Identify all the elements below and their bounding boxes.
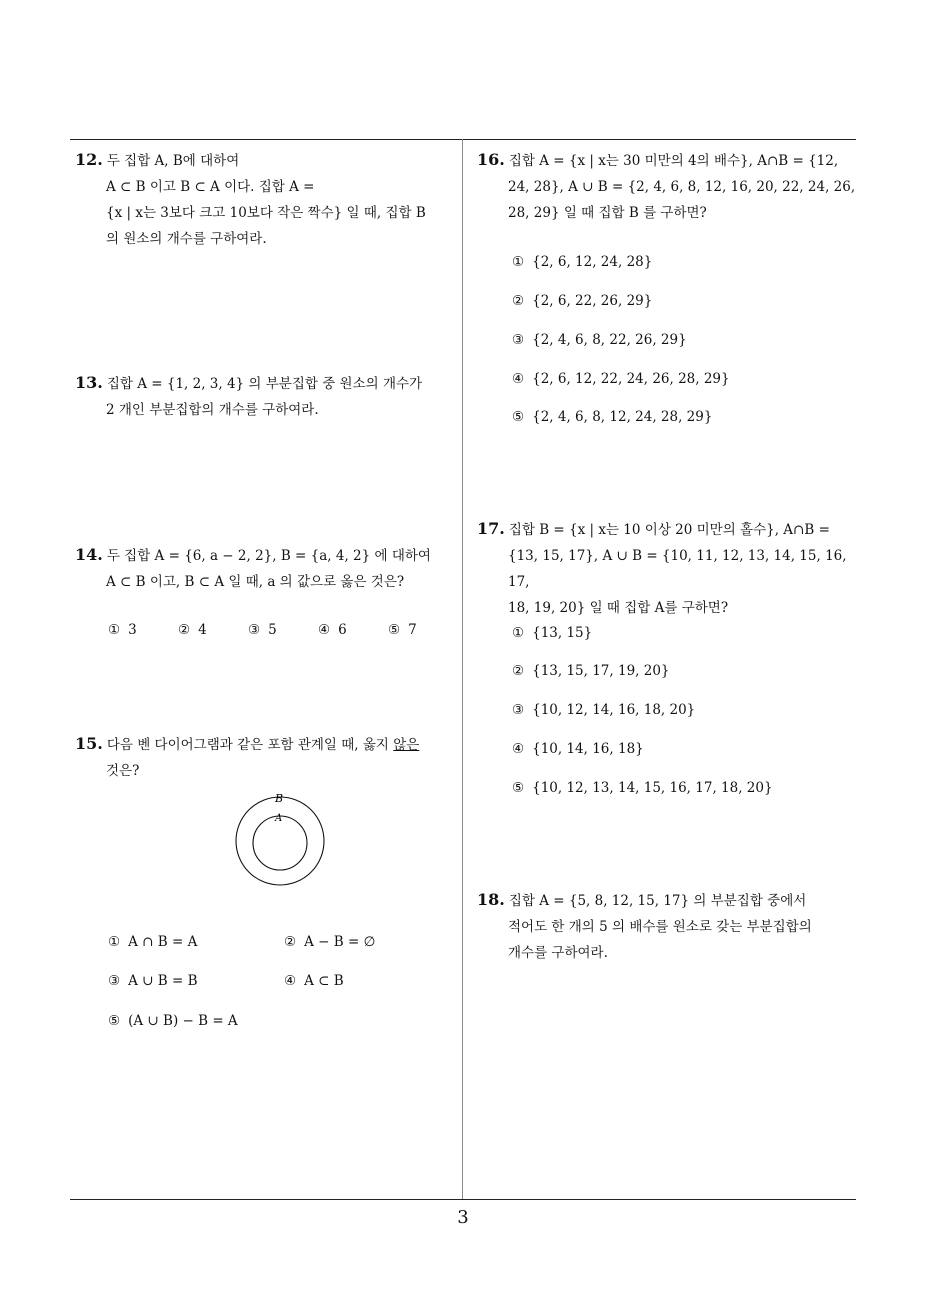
question-text: 의 원소의 개수를 구하여라. xyxy=(106,231,267,247)
option-1[interactable] xyxy=(512,252,652,272)
question-text: 집합 A = {5, 8, 12, 15, 17} 의 부분집합 중에서 xyxy=(508,893,807,909)
option-text: A ⊂ B xyxy=(304,973,344,989)
option-2[interactable] xyxy=(512,661,670,681)
question-text: 18, 19, 20} 일 때 집합 A를 구하면? xyxy=(508,600,729,616)
venn-diagram xyxy=(232,793,328,889)
question-text: 적어도 한 개의 5 의 배수를 원소로 갖는 부분집합의 xyxy=(508,919,812,935)
option-text: 6 xyxy=(338,622,347,638)
question-number: 14. xyxy=(75,545,103,564)
option-mark: ⑤ xyxy=(108,1013,121,1029)
question-12 xyxy=(75,147,457,252)
option-3[interactable] xyxy=(108,971,198,991)
question-text: 집합 B = {x | x는 10 이상 20 미만의 홀수}, A∩B = xyxy=(508,522,830,538)
option-mark: ① xyxy=(512,254,525,270)
question-18 xyxy=(477,887,861,966)
option-mark: ③ xyxy=(248,622,261,638)
venn-outer-label: B xyxy=(275,793,284,805)
option-3[interactable] xyxy=(512,330,687,350)
option-mark: ③ xyxy=(512,702,525,718)
question-text: 집합 A = {x | x는 30 미만의 4의 배수}, A∩B = {12, xyxy=(508,153,839,169)
question-number: 15. xyxy=(75,734,103,753)
option-text: {13, 15, 17, 19, 20} xyxy=(532,663,670,679)
question-text: {13, 15, 17}, A ∪ B = {10, 11, 12, 13, 14, 15, 16, 17, xyxy=(508,548,847,590)
column-divider xyxy=(462,139,463,1200)
option-3[interactable] xyxy=(248,620,277,640)
option-text: 3 xyxy=(128,622,137,638)
option-text: A − B = ∅ xyxy=(304,934,376,950)
option-text: {2, 4, 6, 8, 22, 26, 29} xyxy=(532,332,687,348)
option-3[interactable] xyxy=(512,700,695,720)
question-number: 16. xyxy=(477,150,505,169)
option-mark: ② xyxy=(178,622,191,638)
question-text: A ⊂ B 이고, B ⊂ A 일 때, a 의 값으로 옳은 것은? xyxy=(106,574,405,590)
option-5[interactable] xyxy=(512,407,712,427)
question-text: 두 집합 A, B에 대하여 xyxy=(106,153,240,169)
option-mark: ④ xyxy=(318,622,331,638)
option-mark: ④ xyxy=(284,973,297,989)
option-4[interactable] xyxy=(512,369,730,389)
question-13 xyxy=(75,370,457,423)
question-text: 집합 A = {1, 2, 3, 4} 의 부분집합 중 원소의 개수가 xyxy=(106,376,423,392)
option-text: (A ∪ B) − B = A xyxy=(128,1013,238,1029)
option-4[interactable] xyxy=(512,739,644,759)
venn-outer-circle xyxy=(236,797,324,885)
option-mark: ① xyxy=(512,625,525,641)
question-number: 12. xyxy=(75,150,103,169)
option-5[interactable] xyxy=(108,1011,238,1031)
option-2[interactable] xyxy=(178,620,207,640)
page-number: 3 xyxy=(457,1207,469,1228)
option-text: 5 xyxy=(268,622,277,638)
option-mark: ⑤ xyxy=(512,409,525,425)
option-text: {2, 6, 12, 22, 24, 26, 28, 29} xyxy=(532,371,730,387)
question-text: 28, 29} 일 때 집합 B 를 구하면? xyxy=(508,205,707,221)
top-rule xyxy=(70,139,856,140)
option-mark: ① xyxy=(108,934,121,950)
option-text: {2, 6, 12, 24, 28} xyxy=(532,254,653,270)
option-text: A ∪ B = B xyxy=(128,973,198,989)
option-mark: ⑤ xyxy=(388,622,401,638)
option-text: 4 xyxy=(198,622,207,638)
option-mark: ② xyxy=(512,663,525,679)
option-1[interactable] xyxy=(108,932,197,952)
option-2[interactable] xyxy=(284,932,375,952)
option-1[interactable] xyxy=(108,620,137,640)
question-16 xyxy=(477,147,861,226)
option-text: {10, 12, 13, 14, 15, 16, 17, 18, 20} xyxy=(532,780,773,796)
question-number: 17. xyxy=(477,519,505,538)
option-text: {2, 4, 6, 8, 12, 24, 28, 29} xyxy=(532,409,713,425)
venn-inner-circle xyxy=(253,816,307,870)
option-mark: ③ xyxy=(512,332,525,348)
question-text: A ⊂ B 이고 B ⊂ A 이다. 집합 A = xyxy=(106,179,315,195)
option-text: {13, 15} xyxy=(532,625,593,641)
option-2[interactable] xyxy=(512,291,652,311)
option-text: {10, 14, 16, 18} xyxy=(532,741,644,757)
option-mark: ② xyxy=(512,293,525,309)
question-text: 24, 28}, A ∪ B = {2, 4, 6, 8, 12, 16, 20, 22, 24, 26, xyxy=(508,179,856,195)
question-17 xyxy=(477,516,861,621)
question-14 xyxy=(75,542,457,595)
option-5[interactable] xyxy=(388,620,417,640)
option-mark: ④ xyxy=(512,371,525,387)
option-5[interactable] xyxy=(512,778,773,798)
question-15 xyxy=(75,731,457,784)
question-text: 개수를 구하여라. xyxy=(508,945,608,961)
option-mark: ① xyxy=(108,622,121,638)
question-text: 다음 벤 다이어그램과 같은 포함 관계일 때, 옳지 xyxy=(106,737,394,753)
question-number: 18. xyxy=(477,890,505,909)
option-mark: ④ xyxy=(512,741,525,757)
option-text: 7 xyxy=(408,622,417,638)
bottom-rule xyxy=(70,1199,856,1200)
question-text: 것은? xyxy=(106,763,140,779)
option-4[interactable] xyxy=(318,620,347,640)
option-text: {10, 12, 14, 16, 18, 20} xyxy=(532,702,696,718)
option-mark: ⑤ xyxy=(512,780,525,796)
question-text: 두 집합 A = {6, a − 2, 2}, B = {a, 4, 2} 에 대하여 xyxy=(106,548,431,564)
option-mark: ③ xyxy=(108,973,121,989)
underlined-word: 않은 xyxy=(393,737,420,753)
option-text: {2, 6, 22, 26, 29} xyxy=(532,293,653,309)
option-4[interactable] xyxy=(284,971,344,991)
question-text: {x | x는 3보다 크고 10보다 작은 짝수} 일 때, 집합 B xyxy=(106,205,426,221)
option-mark: ② xyxy=(284,934,297,950)
question-text: 2 개인 부분집합의 개수를 구하여라. xyxy=(106,402,319,418)
venn-inner-label: A xyxy=(275,813,283,824)
question-number: 13. xyxy=(75,373,103,392)
option-text: A ∩ B = A xyxy=(128,934,198,950)
option-1[interactable] xyxy=(512,623,592,643)
